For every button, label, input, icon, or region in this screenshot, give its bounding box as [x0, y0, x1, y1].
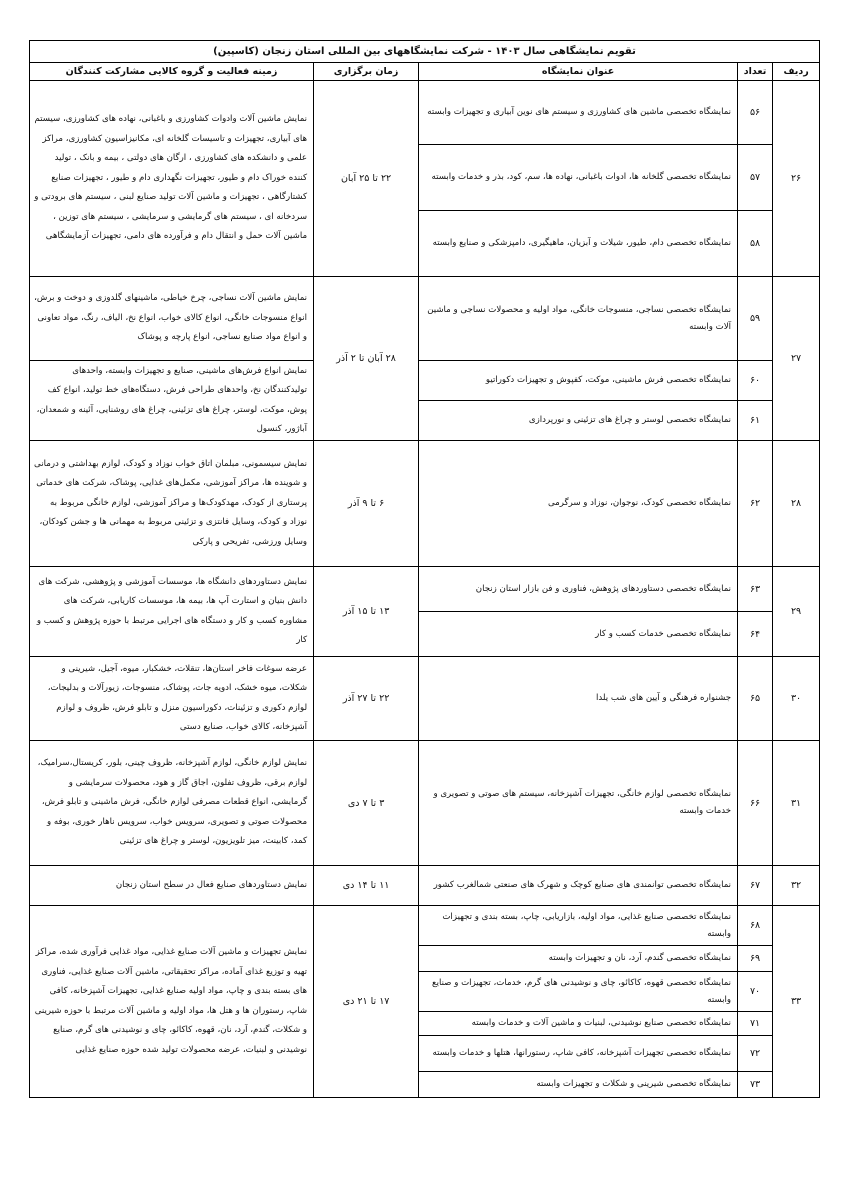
exhibition-number: ۷۳: [738, 1072, 773, 1098]
exhibition-number: ۶۸: [738, 906, 773, 946]
exhibition-title: نمایشگاه تخصصی فرش ماشینی، موکت، کفپوش و تجهیزات دکوراتیو: [419, 361, 738, 401]
exhibition-title: نمایشگاه تخصصی دام، طیور، شیلات و آبزیان، ماهیگیری، دامپزشکی و صنایع وابسته: [419, 211, 738, 277]
exhibition-number: ۷۲: [738, 1036, 773, 1072]
exhibition-number: ۷۰: [738, 972, 773, 1012]
exhibition-title: نمایشگاه تخصصی نساجی، منسوجات خانگی، مواد اولیه و محصولات نساجی و ماشین آلات وابسته: [419, 277, 738, 361]
exhibition-number: ۷۱: [738, 1012, 773, 1036]
header-count: تعداد: [738, 63, 773, 81]
header-field: زمینه فعالیت و گروه کالایی مشارکت کنندگان: [30, 63, 314, 81]
table-row: [30, 741, 820, 866]
row-number: ۳۰: [773, 657, 820, 741]
exhibition-calendar-table: [29, 40, 820, 1098]
exhibition-title: نمایشگاه تخصصی دستاوردهای پژوهش، فناوری و فن بازار استان زنجان: [419, 567, 738, 612]
exhibition-title: نمایشگاه تخصصی تجهیزات آشپزخانه، کافی شاپ، رستورانها، هتلها و خدمات وابسته: [419, 1036, 738, 1072]
exhibition-time: ۶ تا ۹ آذر: [314, 441, 419, 567]
table-row: [30, 657, 820, 741]
exhibition-title: نمایشگاه تخصصی شیرینی و شکلات و تجهیزات وابسته: [419, 1072, 738, 1098]
exhibition-title: نمایشگاه تخصصی گلخانه ها، ادوات باغبانی، نهاده ها، سم، کود، بذر و خدمات وابسته: [419, 145, 738, 211]
activity-field: نمایش لوازم خانگی، لوازم آشپزخانه، ظروف چینی، بلور، کریستال،سرامیک، لوازم برقی، ظروف تفلون، اجاق گاز و هود، محصولات سرمایشی و گرمایشی، انواع قطعات مصرفی لوازم خانگی، فرش ماشینی و تابلو فرش، محصولات صوتی و تصویری، سرویس خواب، سرویس ناهار خوری، بوفه و کمد، کابینت، میز تلویزیون، لوستر و چراغ های تزئینی: [30, 741, 314, 866]
exhibition-title: نمایشگاه تخصصی صنایع نوشیدنی، لبنیات و ماشین آلات و خدمات وابسته: [419, 1012, 738, 1036]
row-number: ۲۸: [773, 441, 820, 567]
exhibition-number: ۶۹: [738, 946, 773, 972]
exhibition-number: ۵۷: [738, 145, 773, 211]
activity-field: نمایش انواع فرش‌های ماشینی، صنایع و تجهیزات وابسته، واحدهای تولیدکنندگان نخ، واحدهای طراحی فرش، دستگاه‌های خط تولید، انواع کف پوش، موکت، لوستر، چراغ های تزئینی، چراغ های روشنایی، آئینه و شمعدان، آباژور، کنسول: [30, 361, 314, 441]
exhibition-calendar-sheet: [29, 40, 819, 1130]
exhibition-time: ۱۷ تا ۲۱ دی: [314, 906, 419, 1098]
exhibition-title: نمایشگاه تخصصی صنایع غذایی، مواد اولیه، بازاریابی، چاپ، بسته بندی و تجهیزات وابسته: [419, 906, 738, 946]
exhibition-time: ۲۲ تا ۲۵ آبان: [314, 81, 419, 277]
exhibition-title: نمایشگاه تخصصی لوازم خانگی، تجهیزات آشپزخانه، سیستم های صوتی و تصویری و خدمات وابسته: [419, 741, 738, 866]
exhibition-number: ۶۵: [738, 657, 773, 741]
exhibition-title: نمایشگاه تخصصی توانمندی های صنایع کوچک و شهرک های صنعتی شمالغرب کشور: [419, 866, 738, 906]
activity-field: نمایش سیسمونی، مبلمان اتاق خواب نوزاد و کودک، لوازم بهداشتی و درمانی و شوینده ها، مراکز آموزشی، مکمل‌های غذایی، پوشاک، شرکت های خدماتی پرستاری از کودک، مهدکودک‌ها و مراکز آموزشی، لوازم خانگی مربوط به نوزاد و کودک، وسایل فانتزی و تزئینی مربوط به مهمانی ها و جشن کودکان، وسایل ورزشی، تفریحی و پارکی: [30, 441, 314, 567]
exhibition-number: ۶۲: [738, 441, 773, 567]
exhibition-number: ۶۳: [738, 567, 773, 612]
table-title: تقویم نمایشگاهی سال ۱۴۰۳ - شرکت نمایشگاههای بین المللی استان زنجان (کاسپین): [30, 41, 820, 63]
table-row: [30, 277, 820, 361]
exhibition-number: ۶۷: [738, 866, 773, 906]
exhibition-time: ۲۸ آبان تا ۲ آذر: [314, 277, 419, 441]
exhibition-title: نمایشگاه تخصصی لوستر و چراغ های تزئینی و نورپردازی: [419, 401, 738, 441]
exhibition-number: ۵۹: [738, 277, 773, 361]
row-number: ۲۶: [773, 81, 820, 277]
exhibition-number: ۶۴: [738, 612, 773, 657]
row-number: ۳۳: [773, 906, 820, 1098]
exhibition-time: ۱۱ تا ۱۴ دی: [314, 866, 419, 906]
activity-field: نمایش دستاوردهای دانشگاه ها، موسسات آموزشی و پژوهشی، شرکت های دانش بنیان و استارت آپ ها، بیمه ها، موسسات کاریابی، شرکت های مشاوره کسب و کار و دستگاه های اجرایی مرتبط با حوزه پژوهش و کسب و کار: [30, 567, 314, 657]
activity-field: نمایش ماشین آلات وادوات کشاورزی و باغبانی، نهاده های کشاورزی، سیستم های آبیاری، تجهیزات و تاسیسات گلخانه ای، مکانیزاسیون کشاورزی، مراکز علمی و دانشکده های کشاورزی ، ارگان های دولتی ، بیمه و بانک ، تولید کننده خوراک دام و طیور، تجهیزات نگهداری دام و طیور ، تجهیزات صنایع کشتارگاهی ، تجهیزات و ماشین آلات تولید صنایع لبنی ، سیستم های برودتی و سردخانه ای ، سیستم های گرمایشی و سرمایشی ، سیستم های توزین ، ماشین آلات حمل و انتقال دام و فرآورده های دامی، تجهیزات آزمایشگاهی: [30, 81, 314, 277]
activity-field: عرضه سوغات فاخر استان‌ها، تنقلات، خشکبار، میوه، آجیل، شیرینی و شکلات، میوه خشک، ادویه جات، پوشاک، منسوجات، زیورآلات و بدلیجات، لوازم دکوری و تزئینات، دکوراسیون منزل و تابلو فرش، ظروف و لوازم آشپزخانه، کالای خواب، صنایع دستی: [30, 657, 314, 741]
header-radif: ردیف: [773, 63, 820, 81]
exhibition-number: ۵۸: [738, 211, 773, 277]
activity-field: نمایش تجهیزات و ماشین آلات صنایع غذایی، مواد غذایی فرآوری شده، مراکز تهیه و توزیع غذای آماده، مراکز تحقیقاتی، ماشین آلات صنایع غذایی، فناوری های بسته بندی و چاپ، مواد اولیه صنایع غذایی، تجهیزات آشپزخانه، کافی شاپ، رستوران ها و هتل ها، مواد اولیه و ماشین آلات مرتبط با حوزه شیرینی و شکلات، گندم، آرد، نان، قهوه، کاکائو، چای و نوشیدنی های گرم، صنایع نوشیدنی و لبنیات، عرضه محصولات تولید شده حوزه صنایع غذایی: [30, 906, 314, 1098]
activity-field: نمایش دستاوردهای صنایع فعال در سطح استان زنجان: [30, 866, 314, 906]
row-number: ۲۹: [773, 567, 820, 657]
row-number: ۳۲: [773, 866, 820, 906]
table-row: [30, 866, 820, 906]
exhibition-number: ۶۰: [738, 361, 773, 401]
exhibition-number: ۶۶: [738, 741, 773, 866]
exhibition-number: ۵۶: [738, 81, 773, 145]
activity-field: نمایش ماشین آلات نساجی، چرخ خیاطی، ماشینهای گلدوزی و دوخت و برش، انواع منسوجات خانگی، انواع کالای خواب، انواع نخ، الیاف، رنگ، مواد تعاونی و انواع مواد صنایع نساجی، انواع پارچه و پوشاک: [30, 277, 314, 361]
row-number: ۳۱: [773, 741, 820, 866]
table-row: [30, 567, 820, 612]
header-exhibition-title: عنوان نمایشگاه: [419, 63, 738, 81]
exhibition-title: نمایشگاه تخصصی خدمات کسب و کار: [419, 612, 738, 657]
header-row: [30, 63, 820, 81]
exhibition-title: نمایشگاه تخصصی کودک، نوجوان، نوزاد و سرگرمی: [419, 441, 738, 567]
row-number: ۲۷: [773, 277, 820, 441]
exhibition-time: ۳ تا ۷ دی: [314, 741, 419, 866]
exhibition-number: ۶۱: [738, 401, 773, 441]
exhibition-time: ۲۲ تا ۲۷ آذر: [314, 657, 419, 741]
table-row: [30, 361, 820, 401]
exhibition-title: نمایشگاه تخصصی قهوه، کاکائو، چای و نوشیدنی های گرم، خدمات، تجهیزات و صنایع وابسته: [419, 972, 738, 1012]
table-row: [30, 81, 820, 145]
table-row: [30, 906, 820, 946]
exhibition-title: نمایشگاه تخصصی ماشین های کشاورزی و سیستم های نوین آبیاری و تجهیزات وابسته: [419, 81, 738, 145]
header-time: زمان برگزاری: [314, 63, 419, 81]
exhibition-title: نمایشگاه تخصصی گندم، آرد، نان و تجهیزات وابسته: [419, 946, 738, 972]
exhibition-title: جشنواره فرهنگی و آیین های شب یلدا: [419, 657, 738, 741]
exhibition-time: ۱۳ تا ۱۵ آذر: [314, 567, 419, 657]
table-row: [30, 441, 820, 567]
